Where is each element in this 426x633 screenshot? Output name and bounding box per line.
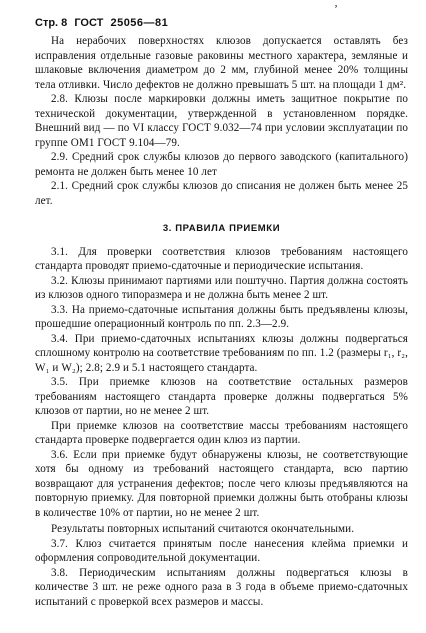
paragraph: 2.9. Средний срок службы клюзов до первого заводского (капитального) ремонта не должен быть менее 10 лет [35, 151, 408, 178]
paragraph: Результаты повторных испытаний считаются окончательными. [51, 523, 355, 535]
paragraph: 2.1. Средний срок службы клюзов до списания не должен быть менее 25 лет. [35, 180, 408, 207]
paragraph: 3.1. Для проверки соответствия клюзов требованиям настоящего стандарта проводят приемо-сдаточные и периодические испытания. [35, 245, 408, 272]
paragraph: 3.8. Периодическим испытаниям должны подвергаться клюзы в количестве 3 шт. не реже одного раза в 3 года в объеме приемо-сдаточных испытаний с проверкой всех размеров и массы. [35, 566, 408, 608]
paragraph: При приемке клюзов на соответствие массы требованиям настоящего стандарта проверке подвергается один клюз из партии. [35, 419, 408, 446]
paragraph: 3.4. При приемо-сдаточных испытаниях клюзы должны подвергаться сплошному контролю на соответствие требованиям по пп. 1.2 (размеры r₁, r₂, W₁ и W₂); 2.8; 2.9 и 5.1 настоящего стандарта. [35, 332, 408, 374]
paragraph: 3.7. Клюз считается принятым после нанесения клейма приемки и оформления сопроводительной документации. [35, 537, 408, 564]
text-block-top [35, 34, 408, 208]
section-title: 3. ПРАВИЛА ПРИЕМКИ [162, 223, 281, 234]
paragraph: 2.8. Клюзы после маркировки должны иметь защитное покрытие по технической документации, утвержденной в установленном порядке. Внешний вид — по VI классу ГОСТ 9.032—74 при условии эксплуатации по группе ОМ1 ГОСТ 9.104—79. [35, 93, 408, 149]
paragraph: 3.5. При приемке клюзов на соответствие остальных размеров требованиям настоящего стандарта проверке должны подвергаться 5% клюзов от партии, но не менее 2 шт. [35, 376, 408, 417]
paragraph: 3.6. Если при приемке будут обнаружены клюзы, не соответствующие хотя бы одному из требований настоящего стандарта, всю партию возвращают для устранения дефектов; после чего клюзы предъявляются на повторную приемку. Для повторной приемки должны быть отобраны клюзы в количестве 10% от партии, но не менее 2 шт. [35, 448, 408, 519]
standard-code: 25056—81 [110, 17, 169, 29]
paragraph: 3.2. Клюзы принимают партиями или поштучно. Партия должна состоять из клюзов одного типоразмера и не должна быть менее 2 шт. [35, 274, 408, 301]
paragraph: На нерабочих поверхностях клюзов допускается оставлять без исправления отдельные газовые раковины местного характера, земляные и шлаковые включения диаметром до 2 мм, глубиной менее 20% толщины тела отливки. Число дефектов не должно превышать 5 шт. на площади 1 дм². [35, 35, 408, 91]
margin-mark: ʼ [334, 2, 338, 16]
page-number: Стр. 8 [35, 17, 68, 29]
standard-label: ГОСТ [74, 17, 104, 29]
paragraph: 3.3. На приемо-сдаточные испытания должны быть предъявлены клюзы, прошедшие операционный контроль по пп. 2.3—2.9. [35, 303, 408, 330]
page-header [35, 16, 408, 34]
text-block-bottom [35, 245, 408, 610]
